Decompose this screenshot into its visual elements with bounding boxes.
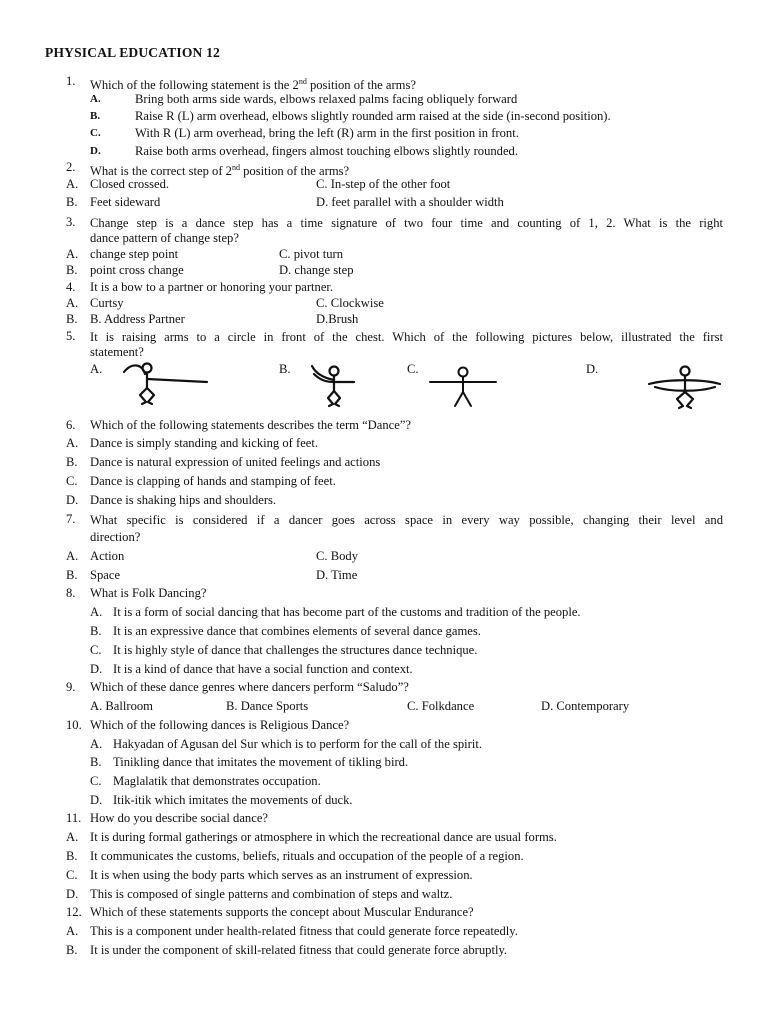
q8-number: 8. bbox=[66, 586, 76, 600]
q1-option-a: Bring both arms side wards, elbows relaxed palms facing obliquely forward bbox=[135, 92, 518, 106]
q5-option-b-letter: B. bbox=[279, 362, 291, 376]
q5-option-c-letter: C. bbox=[407, 362, 419, 376]
q4-option-b-letter: B. bbox=[66, 312, 78, 326]
q9-number: 9. bbox=[66, 680, 76, 694]
q7-number: 7. bbox=[66, 512, 76, 526]
q2-option-a: Closed crossed. bbox=[90, 177, 170, 191]
q12-text: Which of these statements supports the concept about Muscular Endurance? bbox=[90, 905, 474, 919]
q9-text: Which of these dance genres where dancers perform “Saludo”? bbox=[90, 680, 409, 694]
q1-option-d: Raise both arms overhead, fingers almost touching elbows slightly rounded. bbox=[135, 144, 518, 158]
q8-text: What is Folk Dancing? bbox=[90, 586, 207, 600]
q5-figure-c-dancer bbox=[428, 366, 498, 410]
q10-option-d-letter: D. bbox=[90, 793, 103, 807]
q1-option-d-letter: D. bbox=[90, 145, 101, 157]
q3-option-a: change step point bbox=[90, 247, 179, 261]
q4-text: It is a bow to a partner or honoring your partner. bbox=[90, 280, 334, 294]
q11-option-c-letter: C. bbox=[66, 868, 78, 882]
q2-option-c: C. In-step of the other foot bbox=[316, 177, 451, 191]
q2-option-a-letter: A. bbox=[66, 177, 79, 191]
q4-option-d: D.Brush bbox=[316, 312, 359, 326]
q9-option-d: D. Contemporary bbox=[541, 699, 630, 713]
q11-option-b-letter: B. bbox=[66, 849, 78, 863]
q7-text: What specific is considered if a dancer goes across space in every way possible, changing their level and bbox=[90, 513, 723, 527]
q7-option-c: C. Body bbox=[316, 549, 358, 563]
q5-number: 5. bbox=[66, 329, 76, 343]
q8-option-a-letter: A. bbox=[90, 605, 103, 619]
q9-option-c: C. Folkdance bbox=[407, 699, 475, 713]
q10-option-a: Hakyadan of Agusan del Sur which is to perform for the call of the spirit. bbox=[113, 737, 482, 751]
q6-number: 6. bbox=[66, 418, 76, 432]
q1-option-a-letter: A. bbox=[90, 93, 101, 105]
q3-option-b: point cross change bbox=[90, 263, 184, 277]
q2-number: 2. bbox=[66, 160, 76, 174]
q5-figure-a-dancer bbox=[112, 358, 212, 408]
q4-option-a-letter: A. bbox=[66, 296, 79, 310]
q8-option-a: It is a form of social dancing that has become part of the customs and tradition of the people. bbox=[113, 605, 581, 619]
q6-option-a: Dance is simply standing and kicking of feet. bbox=[90, 436, 319, 450]
q1-number: 1. bbox=[66, 74, 76, 88]
q2-option-b-letter: B. bbox=[66, 195, 78, 209]
q9-option-a: A. Ballroom bbox=[90, 699, 153, 713]
q3-option-c: C. pivot turn bbox=[279, 247, 344, 261]
q6-option-b-letter: B. bbox=[66, 455, 78, 469]
q10-option-b-letter: B. bbox=[90, 755, 102, 769]
q11-option-d-letter: D. bbox=[66, 887, 79, 901]
q1-text: Which of the following statement is the 2nd position of the arms? bbox=[90, 77, 416, 93]
q12-option-a: This is a component under health-related fitness that could generate force repeatedly. bbox=[90, 924, 518, 938]
q6-option-d: Dance is shaking hips and shoulders. bbox=[90, 493, 277, 507]
q4-option-c: C. Clockwise bbox=[316, 296, 384, 310]
q5-figure-b-dancer bbox=[306, 360, 366, 410]
q12-option-b: It is under the component of skill-related fitness that could generate force abruptly. bbox=[90, 943, 508, 957]
q7-option-a-letter: A. bbox=[66, 549, 79, 563]
q5-option-d-letter: D. bbox=[586, 362, 599, 376]
q8-option-c: It is highly style of dance that challenges the structures dance technique. bbox=[113, 643, 478, 657]
q9-option-b: B. Dance Sports bbox=[226, 699, 309, 713]
q10-number: 10. bbox=[66, 718, 82, 732]
q2-text: What is the correct step of 2nd position of the arms? bbox=[90, 163, 350, 179]
q8-option-b-letter: B. bbox=[90, 624, 102, 638]
q5-text: It is raising arms to a circle in front of the chest. Which of the following pictures below, illustrated the first bbox=[90, 330, 723, 344]
q6-option-c-letter: C. bbox=[66, 474, 78, 488]
q3-text-continued: dance pattern of change step? bbox=[90, 231, 239, 245]
q4-number: 4. bbox=[66, 280, 76, 294]
q2-option-d: D. feet parallel with a shoulder width bbox=[316, 195, 504, 209]
q8-option-c-letter: C. bbox=[90, 643, 102, 657]
q5-option-a-letter: A. bbox=[90, 362, 103, 376]
q8-option-d-letter: D. bbox=[90, 662, 103, 676]
q12-option-b-letter: B. bbox=[66, 943, 78, 957]
q3-option-b-letter: B. bbox=[66, 263, 78, 277]
q11-option-a: It is during formal gatherings or atmosphere in which the recreational dance are usual forms. bbox=[90, 830, 557, 844]
q4-option-b: B. Address Partner bbox=[90, 312, 185, 326]
q8-option-b: It is an expressive dance that combines elements of several dance games. bbox=[113, 624, 481, 638]
q12-number: 12. bbox=[66, 905, 82, 919]
q11-number: 11. bbox=[66, 811, 82, 825]
q2-option-b: Feet sideward bbox=[90, 195, 161, 209]
q10-option-c-letter: C. bbox=[90, 774, 102, 788]
q11-option-a-letter: A. bbox=[66, 830, 79, 844]
q11-option-d: This is composed of single patterns and combination of steps and waltz. bbox=[90, 887, 453, 901]
q10-option-c: Maglalatik that demonstrates occupation. bbox=[113, 774, 321, 788]
q1-option-b: Raise R (L) arm overhead, elbows slightly rounded arm raised at the side (in-second position). bbox=[135, 109, 611, 123]
page-title: PHYSICAL EDUCATION 12 bbox=[45, 45, 220, 60]
q3-number: 3. bbox=[66, 215, 76, 229]
q11-text: How do you describe social dance? bbox=[90, 811, 268, 825]
q4-option-a: Curtsy bbox=[90, 296, 124, 310]
q8-option-d: It is a kind of dance that have a social function and context. bbox=[113, 662, 413, 676]
q3-option-d: D. change step bbox=[279, 263, 354, 277]
q6-option-b: Dance is natural expression of united feelings and actions bbox=[90, 455, 381, 469]
q6-option-c: Dance is clapping of hands and stamping of feet. bbox=[90, 474, 336, 488]
q11-option-b: It communicates the customs, beliefs, rituals and occupation of the people of a region. bbox=[90, 849, 524, 863]
q7-option-b-letter: B. bbox=[66, 568, 78, 582]
q6-option-d-letter: D. bbox=[66, 493, 79, 507]
q5-text-continued: statement? bbox=[90, 345, 144, 359]
q1-option-b-letter: B. bbox=[90, 110, 101, 122]
q1-option-c: With R (L) arm overhead, bring the left (R) arm in the first position in front. bbox=[135, 126, 519, 140]
q5-figure-d-dancer bbox=[647, 362, 722, 412]
q10-option-b: Tinikling dance that imitates the movement of tikling bird. bbox=[113, 755, 409, 769]
q12-option-a-letter: A. bbox=[66, 924, 79, 938]
q10-option-d: Itik-itik which imitates the movements of duck. bbox=[113, 793, 353, 807]
q3-text: Change step is a dance step has a time signature of two four time and counting of 1, 2. What is the right bbox=[90, 216, 723, 230]
q7-option-a: Action bbox=[90, 549, 125, 563]
q10-option-a-letter: A. bbox=[90, 737, 103, 751]
q11-option-c: It is when using the body parts which serves as an instrument of expression. bbox=[90, 868, 473, 882]
q7-text-continued: direction? bbox=[90, 530, 141, 544]
q6-text: Which of the following statements describes the term “Dance”? bbox=[90, 418, 412, 432]
q7-option-b: Space bbox=[90, 568, 121, 582]
q7-option-d: D. Time bbox=[316, 568, 358, 582]
q6-option-a-letter: A. bbox=[66, 436, 79, 450]
q10-text: Which of the following dances is Religious Dance? bbox=[90, 718, 350, 732]
q3-option-a-letter: A. bbox=[66, 247, 79, 261]
q1-option-c-letter: C. bbox=[90, 127, 101, 139]
